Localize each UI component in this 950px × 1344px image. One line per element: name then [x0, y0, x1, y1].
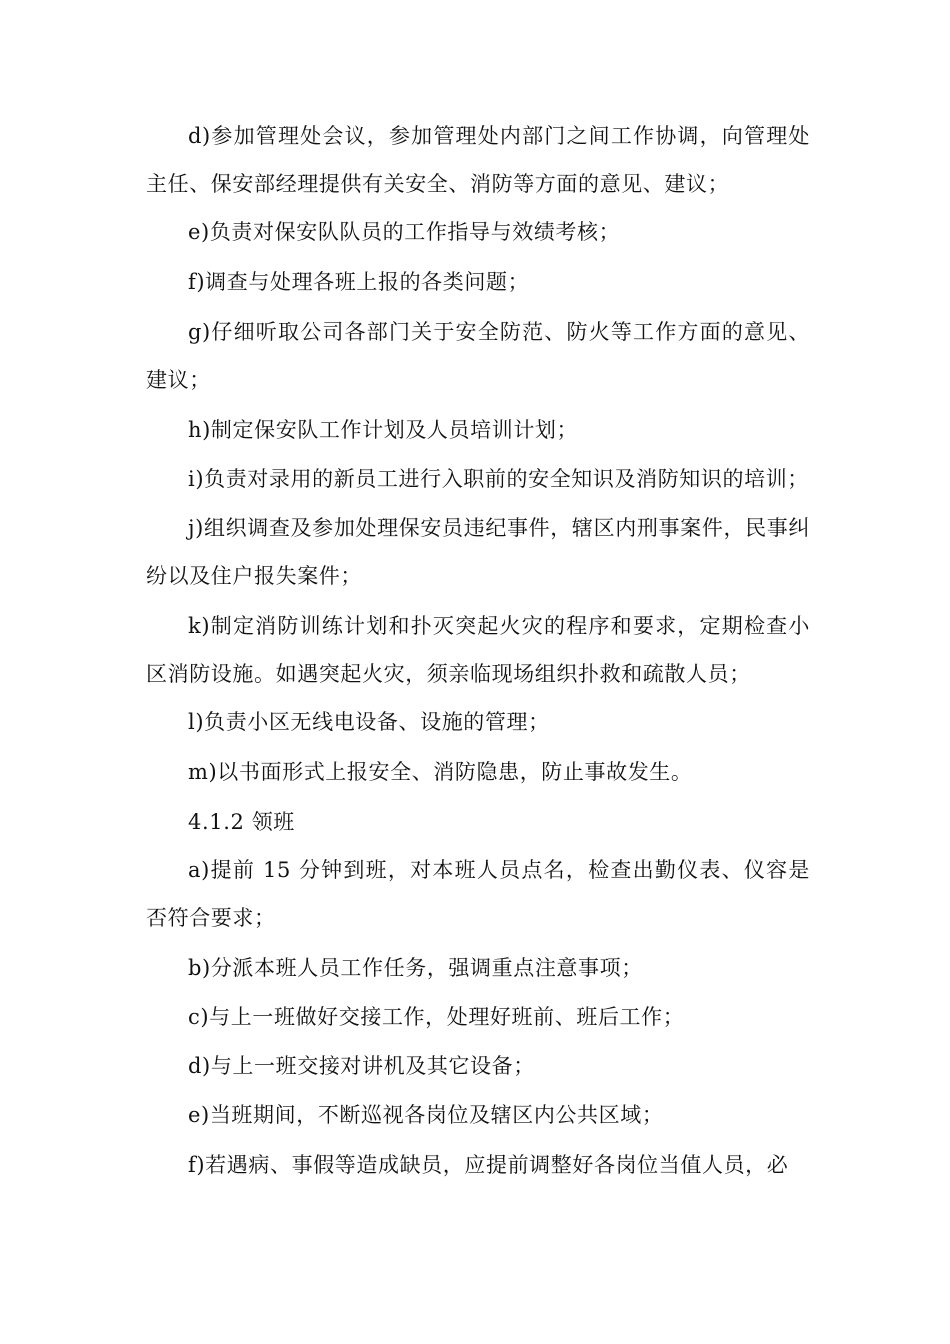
paragraph-j-cases: j)组织调查及参加处理保安员违纪事件，辖区内刑事案件，民事纠纷以及住户报失案件；: [146, 516, 810, 588]
paragraph-h-plan: h)制定保安队工作计划及人员培训计划；: [188, 418, 579, 442]
paragraph-b-assign: b)分派本班人员工作任务，强调重点注意事项；: [188, 956, 643, 980]
section-heading-4-1-2: 4.1.2 领班: [188, 810, 295, 834]
paragraph-e-patrol: e)当班期间，不断巡视各岗位及辖区内公共区域；: [188, 1103, 664, 1127]
paragraph-f-investigation: f)调查与处理各班上报的各类问题；: [188, 270, 530, 294]
paragraph-g-feedback: g)仔细听取公司各部门关于安全防范、防火等工作方面的意见、建议；: [146, 320, 810, 392]
paragraph-d-meeting: d)参加管理处会议，参加管理处内部门之间工作协调，向管理处主任、保安部经理提供有关安全、消防等方面的意见、建议；: [146, 124, 810, 196]
paragraph-d-equipment: d)与上一班交接对讲机及其它设备；: [188, 1054, 535, 1078]
paragraph-m-report: m)以书面形式上报安全、消防隐患，防止事故发生。: [188, 760, 693, 784]
paragraph-k-fire-drill: k)制定消防训练计划和扑灭突起火灾的程序和要求，定期检查小区消防设施。如遇突起火灾，须亲临现场组织扑救和疏散人员；: [146, 614, 810, 686]
paragraph-a-roll-call: a)提前 15 分钟到班，对本班人员点名，检查出勤仪表、仪容是否符合要求；: [146, 858, 810, 930]
paragraph-e-guidance: e)负责对保安队队员的工作指导与效绩考核；: [188, 220, 621, 244]
paragraph-c-handover: c)与上一班做好交接工作，处理好班前、班后工作；: [188, 1005, 685, 1029]
paragraph-l-radio: l)负责小区无线电设备、设施的管理；: [188, 710, 550, 734]
paragraph-f-staffing: f)若遇病、事假等造成缺员，应提前调整好各岗位当值人员，必: [188, 1153, 789, 1177]
paragraph-i-training: i)负责对录用的新员工进行入职前的安全知识及消防知识的培训；: [188, 467, 809, 491]
